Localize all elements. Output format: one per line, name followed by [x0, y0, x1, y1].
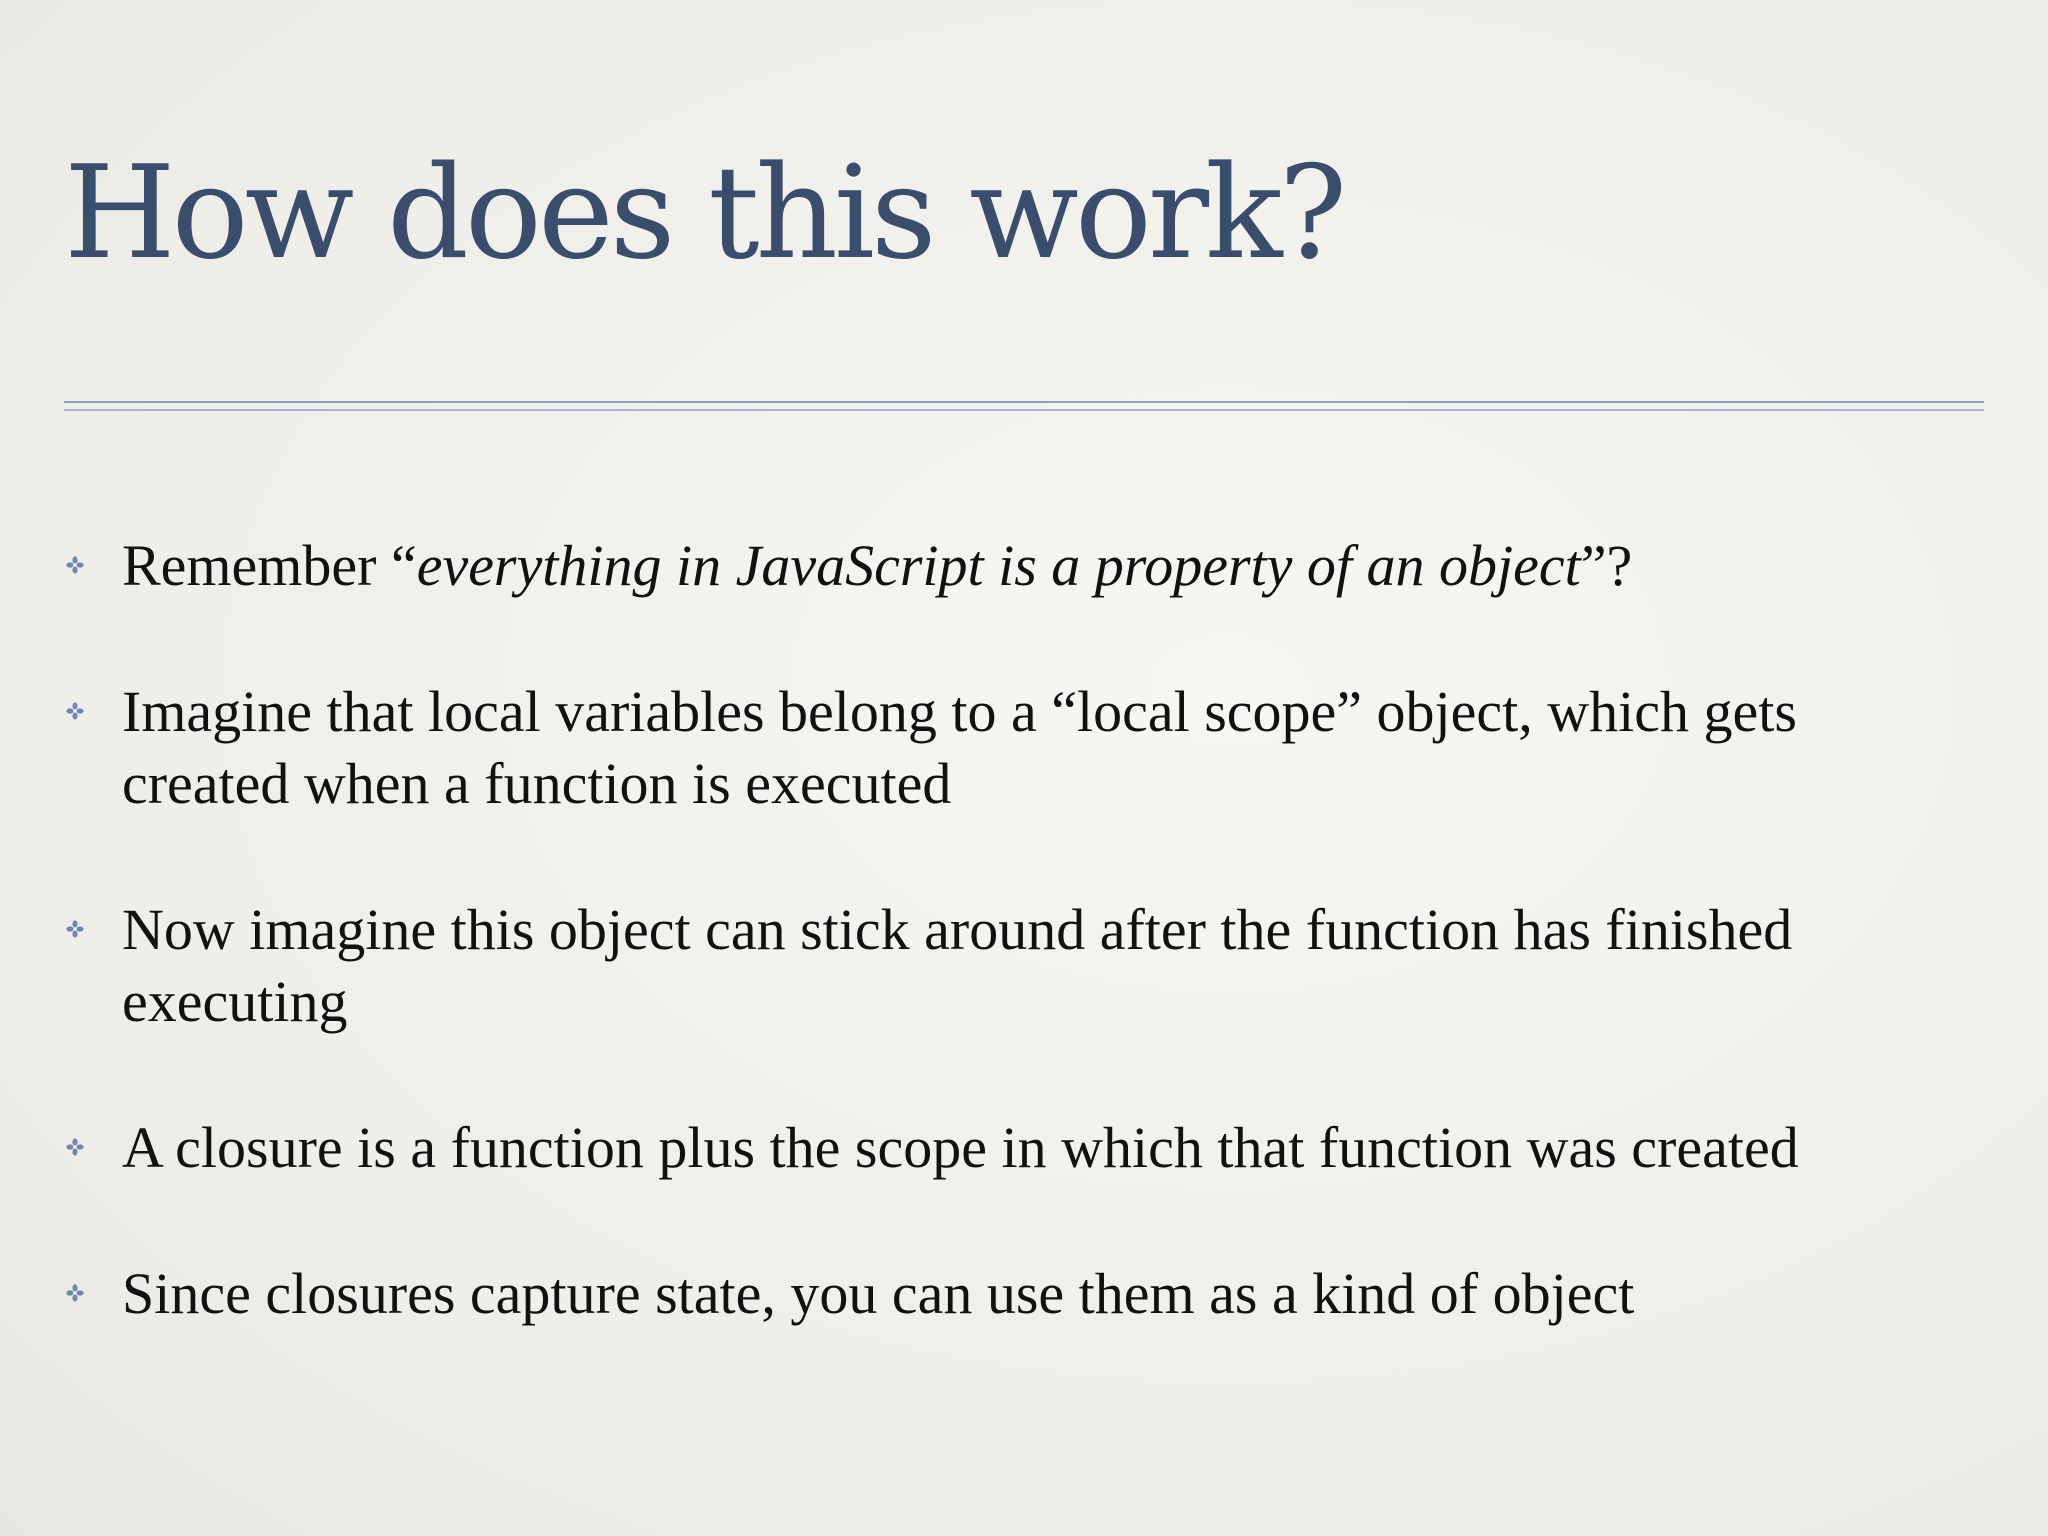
title-divider-bottom	[64, 409, 1984, 411]
flower-icon	[66, 1284, 84, 1302]
bullet-item	[64, 530, 1964, 602]
bullet-text-emphasis: everything in JavaScript is a property of an object	[416, 533, 1581, 598]
flower-icon	[66, 1138, 84, 1156]
flower-icon	[66, 556, 84, 574]
bullet-list	[64, 530, 1964, 1330]
bullet-text-prefix: Remember “	[122, 533, 417, 598]
bullet-item	[64, 894, 1964, 1038]
bullet-text: Now imagine this object can stick around after the function has finished executing	[122, 897, 1793, 1034]
bullet-item	[64, 676, 1964, 820]
flower-icon	[66, 702, 84, 720]
title-divider-top	[64, 401, 1984, 403]
bullet-text-suffix: ”?	[1580, 533, 1633, 598]
flower-icon	[66, 920, 84, 938]
bullet-text: Imagine that local variables belong to a “local scope” object, which gets created when a function is executed	[122, 679, 1797, 816]
bullet-item	[64, 1258, 1964, 1330]
bullet-item	[64, 1112, 1964, 1184]
bullet-text: Since closures capture state, you can use them as a kind of object	[122, 1261, 1635, 1326]
bullet-text: A closure is a function plus the scope in which that function was created	[122, 1115, 1799, 1180]
slide-title: How does this work?	[64, 139, 1344, 288]
